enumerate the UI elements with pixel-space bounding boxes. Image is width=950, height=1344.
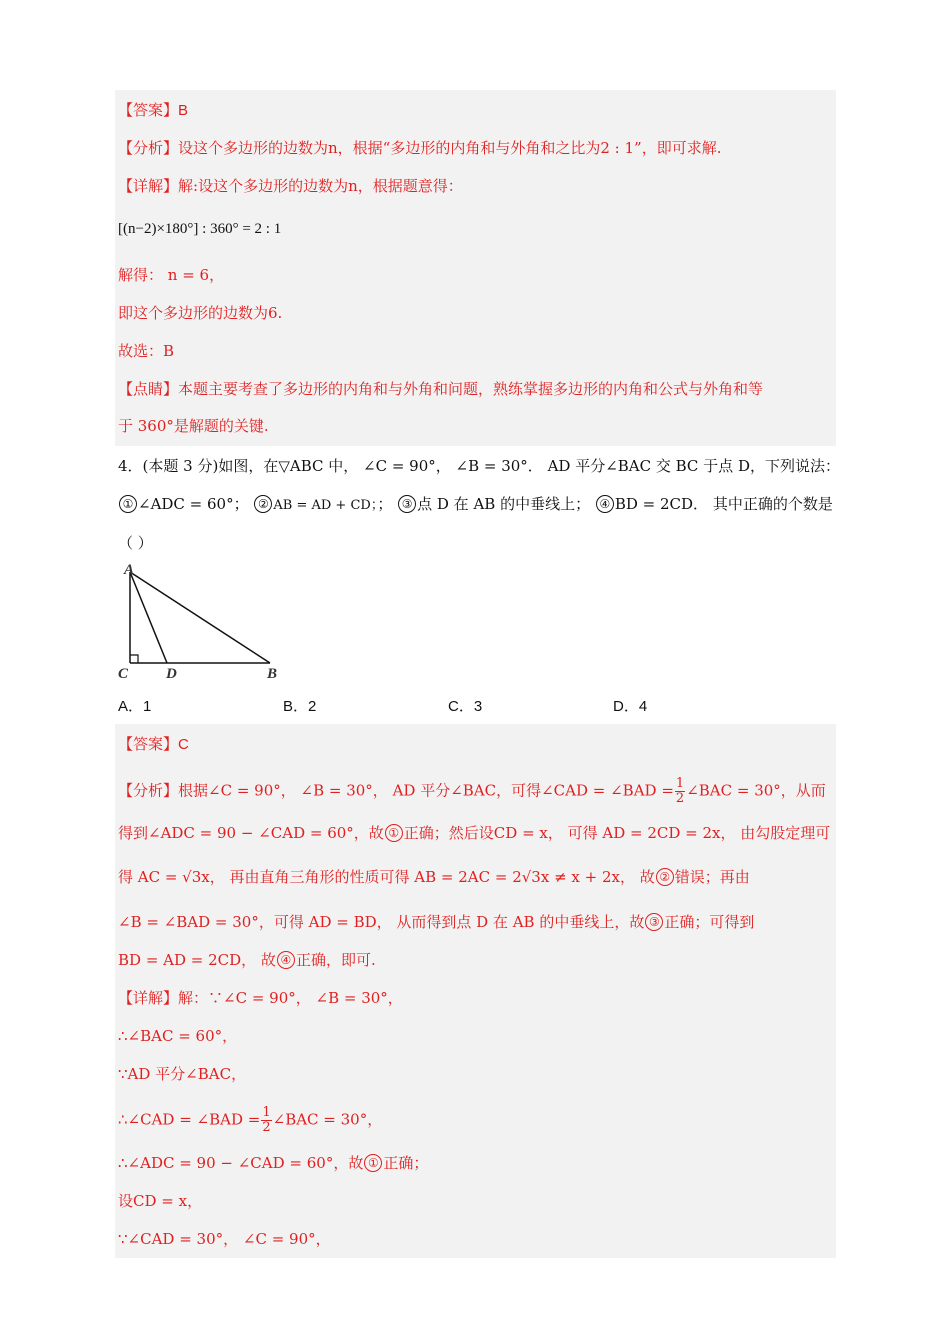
q4-detail-7: ∵∠CAD = 30°， ∠C = 90°， — [118, 1230, 331, 1248]
circled-1: ① — [119, 495, 137, 513]
option-a: A．1 — [118, 698, 152, 715]
circled-3: ③ — [398, 495, 416, 513]
vertex-c: C — [118, 666, 129, 682]
q4-analysis-5: BD = AD = 2CD， 故 ④ 正确，即可. — [118, 951, 376, 969]
q4-analysis-1: 【分析】根据∠C = 90°， ∠B = 30°， AD 平分∠BAC，可得∠CAD = ∠BAD = $\frac{1}{2}$ ∠BAC = 30°，从而 — [118, 776, 826, 806]
fraction-half: $\frac{1}{2}$ — [675, 776, 685, 806]
circled-2: ② — [656, 868, 674, 886]
q4-paren: （ ） — [118, 534, 153, 552]
circled-1: ① — [364, 1154, 382, 1172]
circled-4: ④ — [277, 951, 295, 969]
q3-analysis: 【分析】设这个多边形的边数为n，根据“多边形的内角和与外角和之比为2 : 1”，即可求解. — [118, 139, 722, 157]
q4-detail-4: ∴∠CAD = ∠BAD = $\frac{1}{2}$ ∠BAC = 30°， — [118, 1105, 383, 1135]
q3-choice: 故选：B — [118, 342, 175, 360]
option-b: B．2 — [283, 698, 317, 715]
q4-detail-3: ∵AD 平分∠BAC， — [118, 1065, 247, 1083]
circled-3: ③ — [645, 913, 663, 931]
q4-detail-2: ∴∠BAC = 60°， — [118, 1027, 238, 1045]
vertex-d: D — [166, 666, 177, 682]
q3-comment: 【点睛】本题主要考查了多边形的内角和与外角和问题，熟练掌握多边形的内角和公式与外角和等 — [118, 380, 764, 398]
q4-answer: 【答案】C — [118, 735, 189, 753]
triangle-figure — [115, 560, 295, 685]
q4-detail-1: 【详解】解：∵∠C = 90°， ∠B = 30°， — [118, 989, 403, 1007]
q4-analysis-4: ∠B = ∠BAD = 30°，可得 AD = BD， 从而得到点 D 在 AB 的中垂线上，故 ③ 正确；可得到 — [118, 913, 755, 931]
q3-answer: 【答案】B — [118, 101, 189, 119]
q4-detail-5: ∴∠ADC = 90 − ∠CAD = 60°，故 ① 正确； — [118, 1154, 429, 1172]
q4-options — [118, 696, 818, 718]
option-c: C．3 — [448, 698, 483, 715]
circled-1: ① — [385, 824, 403, 842]
q3-detail: 【详解】解:设这个多边形的边数为n，根据题意得： — [118, 177, 463, 195]
vertex-b: B — [267, 666, 278, 682]
q4-detail-6: 设CD = x， — [118, 1192, 203, 1210]
fraction-half: $\frac{1}{2}$ — [262, 1105, 271, 1135]
q3-equation: [(n−2)×180°] : 360° = 2 : 1 — [118, 221, 282, 237]
q4-analysis-3: 得 AC = √3x， 再由直角三角形的性质可得 AB = 2AC = 2√3x ≠ x + 2x， 故 ② 错误；再由 — [118, 868, 750, 886]
q4-analysis-2: 得到∠ADC = 90 − ∠CAD = 60°，故 ① 正确；然后设CD = x， 可得 AD = 2CD = 2x， 由勾股定理可 — [118, 824, 831, 842]
q4-stem: 4．(本题 3 分)如图，在▽ABC 中， ∠C = 90°， ∠B = 30°． AD 平分∠BAC 交 BC 于点 D，下列说法： — [118, 457, 840, 475]
vertex-a: A — [124, 562, 135, 578]
circled-4: ④ — [596, 495, 614, 513]
q3-comment-cont: 于 360°是解题的关键. — [118, 417, 269, 435]
q3-solve: 解得： n = 6， — [118, 266, 225, 284]
q4-statements: ① ∠ADC = 60°； ② AB = AD + CD；； ③ 点 D 在 AB 的中垂线上； ④ BD = 2CD． 其中正确的个数是 — [118, 493, 833, 517]
q3-result: 即这个多边形的边数为6. — [118, 304, 283, 322]
option-d: D．4 — [613, 698, 648, 715]
circled-2: ② — [254, 495, 272, 513]
